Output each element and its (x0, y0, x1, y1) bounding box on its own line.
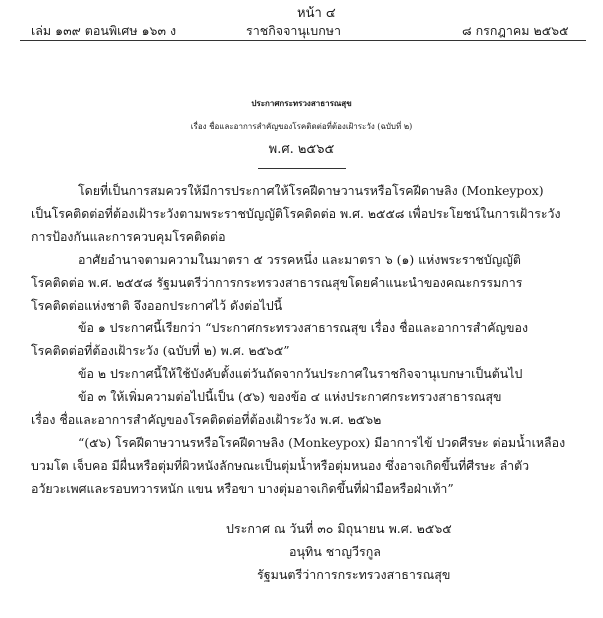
announcement-title: ประกาศกระทรวงสาธารณสุข (251, 98, 352, 108)
title-divider (258, 168, 346, 169)
body-line: การป้องกันและการควบคุมโรคติดต่อ (31, 229, 226, 244)
body-line: โรคติดต่อที่ต้องเฝ้าระวัง (ฉบับที่ ๒) พ.ศ. ๒๕๖๕” (31, 343, 290, 358)
body-line: โรคติดต่อแห่งชาติ จึงออกประกาศไว้ ดังต่อไปนี้ (31, 298, 283, 313)
body-line: โรคติดต่อ พ.ศ. ๒๕๕๘ รัฐมนตรีว่าการกระทรวงสาธารณสุขโดยคำแนะนำของคณะกรรมการ (31, 275, 523, 290)
body-line: โดยที่เป็นการสมควรให้มีการประกาศให้โรคฝีดาษวานรหรือโรคฝีดาษลิง (Monkeypox) (78, 183, 544, 198)
publication-name: ราชกิจจานุเบกษา (246, 23, 342, 38)
body-line: “(๕๖) โรคฝีดาษวานรหรือโรคฝีดาษลิง (Monkeypox) มีอาการไข้ ปวดศีรษะ ต่อมน้ำเหลือง (78, 435, 566, 450)
signatory-name: อนุทิน ชาญวีรกูล (289, 544, 381, 559)
body-line: อาศัยอำนาจตามความในมาตรา ๕ วรรคหนึ่ง และมาตรา ๖ (๑) แห่งพระราชบัญญัติ (78, 252, 521, 267)
body-line: เป็นโรคติดต่อที่ต้องเฝ้าระวังตามพระราชบัญญัติโรคติดต่อ พ.ศ. ๒๕๕๘ เพื่อประโยชน์ในการเฝ้าระวัง (31, 206, 561, 221)
signatory-position: รัฐมนตรีว่าการกระทรวงสาธารณสุข (257, 567, 451, 582)
body-line: เรื่อง ชื่อและอาการสำคัญของโรคติดต่อที่ต้องเฝ้าระวัง พ.ศ. ๒๕๖๒ (31, 412, 382, 427)
announcement-year: พ.ศ. ๒๕๖๕ (268, 142, 335, 157)
body-line: ข้อ ๑ ประกาศนี้เรียกว่า “ประกาศกระทรวงสาธารณสุข เรื่อง ชื่อและอาการสำคัญของ (78, 320, 529, 335)
signature-date: ประกาศ ณ วันที่ ๓๐ มิถุนายน พ.ศ. ๒๕๖๕ (226, 521, 452, 536)
publication-date: ๘ กรกฎาคม ๒๕๖๕ (462, 23, 569, 38)
page-number: หน้า ๔ (297, 6, 336, 21)
body-line: อวัยวะเพศและรอบทวารหนัก แขน หรือขา บางตุ่มอาจเกิดขึ้นที่ฝ่ามือหรือฝ่าเท้า” (31, 481, 454, 496)
body-line: ข้อ ๒ ประกาศนี้ให้ใช้บังคับตั้งแต่วันถัดจากวันประกาศในราชกิจจานุเบกษาเป็นต้นไป (78, 366, 523, 381)
header-divider (20, 40, 586, 41)
announcement-subject: เรื่อง ชื่อและอาการสำคัญของโรคติดต่อที่ต้องเฝ้าระวัง (ฉบับที่ ๒) (190, 122, 413, 131)
body-line: ข้อ ๓ ให้เพิ่มความต่อไปนี้เป็น (๕๖) ของข้อ ๔ แห่งประกาศกระทรวงสาธารณสุข (78, 389, 502, 404)
volume-info: เล่ม ๑๓๙ ตอนพิเศษ ๑๖๓ ง (31, 23, 177, 38)
body-line: บวมโต เจ็บคอ มีผื่นหรือตุ่มที่ผิวหนังลักษณะเป็นตุ่มน้ำหรือตุ่มหนอง ซึ่งอาจเกิดขึ้นที่ศีรษะ ลำตัว (31, 458, 530, 473)
